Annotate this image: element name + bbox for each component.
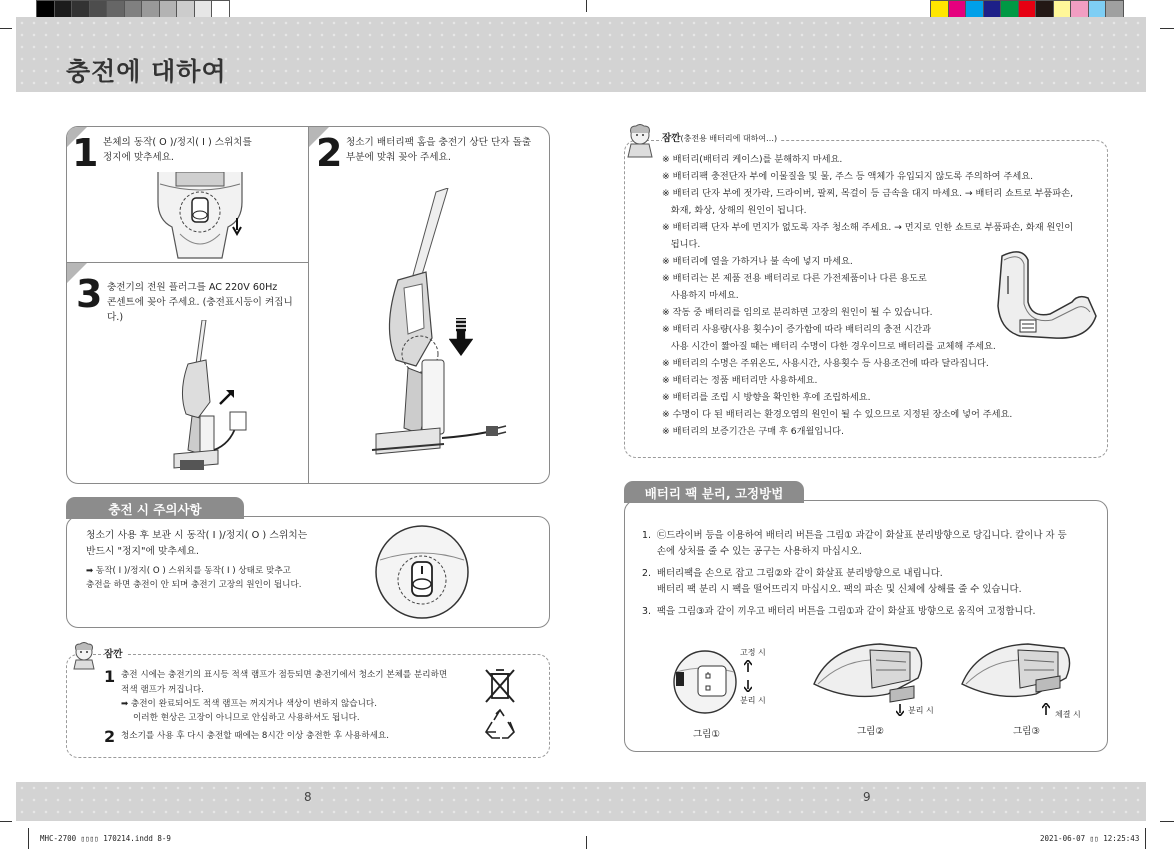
charging-caution-tab: 충전 시 주의사항	[66, 497, 244, 519]
slug-file-info: MHC-2700 ▯▯▯▯ 170214.indd 8-9	[40, 834, 171, 843]
battery-removal-figure-illustration	[810, 640, 930, 704]
battery-note-item: ※ 배터리 단자 부에 젓가락, 드라이버, 팔찌, 목걸이 등 금속을 대지 마세요. → 배터리 쇼트로 부품파손,	[662, 188, 1074, 199]
crop-mark	[586, 0, 587, 12]
battery-note-item: 사용하지 마세요.	[662, 290, 739, 301]
page-title: 충전에 대하여	[66, 57, 227, 86]
charger-plug-illustration	[166, 320, 252, 472]
switch-closeup-illustration	[374, 524, 470, 620]
step-3-number: 3	[76, 272, 103, 316]
up-arrow-icon	[744, 660, 752, 672]
step-3-text: 충전기의 전원 플러그를 AC 220V 60Hz 콘센트에 꽂아 주세요. (충전표시등이 켜집니 다.)	[107, 282, 293, 323]
note-item-2-number: 2	[104, 727, 116, 746]
battery-instruction-line: 배터리 팩 분리 시 팩을 떨어뜨리지 마십시오. 팩의 파손 및 신체에 상해를 줄 수 있습니다.	[642, 584, 1022, 595]
battery-note-item: ※ 배터리의 보증기간은 구매 후 6개월입니다.	[662, 426, 844, 437]
crop-mark	[1145, 828, 1146, 849]
battery-instruction-line: 손에 상처를 줄 수 있는 공구는 사용하지 마십시오.	[642, 546, 862, 557]
note-heading: 잠깐	[104, 648, 126, 662]
crop-mark	[586, 836, 587, 849]
steps-divider-vertical	[308, 126, 309, 484]
battery-pack-illustration	[992, 246, 1100, 342]
caution-line-3: ➡ 동작( I )/정지( O ) 스위치를 동작( I ) 상태로 맞추고	[86, 566, 291, 576]
crop-mark	[1160, 28, 1174, 29]
crop-mark	[0, 821, 12, 822]
battery-note-item: ※ 배터리는 본 제품 전용 배터리로 다른 가전제품이나 다른 용도로	[662, 273, 927, 284]
figure-2-caption: 그림②	[857, 726, 884, 737]
no-trash-bin-icon	[484, 668, 516, 704]
slug-timestamp: 2021-06-07 ▯▯ 12:25:43	[1040, 834, 1140, 843]
fig1-lock-label: 고정 시	[740, 648, 766, 657]
mascot-icon	[625, 124, 657, 158]
battery-note-item: ※ 배터리의 수명은 주위온도, 사용시간, 사용횟수 등 사용조건에 따라 달라집니다.	[662, 358, 989, 369]
footer-band	[16, 782, 1146, 821]
battery-note-item: 됩니다.	[662, 239, 701, 250]
caution-line-4: 충전을 하면 충전이 안 되며 충전기 고장의 원인이 됩니다.	[86, 580, 302, 590]
down-arrow-icon	[896, 704, 904, 716]
page-number-left: 8	[304, 790, 312, 804]
battery-note-item: ※ 배터리(배터리 케이스)를 분해하지 마세요.	[662, 154, 843, 165]
battery-note-item: ※ 배터리팩 단자 부에 먼지가 없도록 자주 청소해 주세요. → 먼지로 인한 쇼트로 부품파손, 화재 원인이	[662, 222, 1074, 233]
battery-instruction-line: 2. 배터리팩을 손으로 잡고 그림②와 같이 화살표 분리방향으로 내립니다.	[642, 568, 943, 579]
battery-note-heading	[662, 132, 781, 146]
battery-note-item: ※ 작동 중 배터리를 임의로 분리하면 고장의 원인이 될 수 있습니다.	[662, 307, 933, 318]
note-item-2-text: 청소기를 사용 후 다시 충전할 때에는 8시간 이상 충전한 후 사용하세요.	[121, 731, 389, 741]
fig3-attach-label: 체결 시	[1055, 710, 1081, 719]
battery-instruction-line: 3. 팩을 그림③과 같이 끼우고 배터리 버튼을 그림①과 같이 화살표 방향으로 움직여 고정합니다.	[642, 606, 1036, 617]
down-arrow-icon	[744, 680, 752, 692]
mascot-icon	[70, 642, 100, 670]
fig2-release-label: 분리 시	[908, 706, 934, 715]
crop-mark	[28, 828, 29, 849]
note-item-1-line-3: ➡ 충전이 완료되어도 적색 램프는 꺼지거나 색상이 변하지 않습니다.	[121, 699, 377, 709]
crop-mark	[1160, 821, 1174, 822]
fig1-release-label: 분리 시	[740, 696, 766, 705]
figure-3-caption: 그림③	[1013, 726, 1040, 737]
battery-note-item: ※ 수명이 다 된 배터리는 환경오염의 원인이 될 수 있으므로 지정된 장소에 넣어 주세요.	[662, 409, 1013, 420]
battery-attach-figure-illustration	[958, 640, 1078, 704]
battery-note-item: ※ 배터리에 열을 가하거나 불 속에 넣지 마세요.	[662, 256, 853, 267]
battery-note-heading-main: 잠깐	[662, 133, 681, 144]
step-1-number: 1	[72, 131, 99, 175]
battery-instruction-line: 1. ㉢드라이버 등을 이용하여 배터리 버튼을 그림① 과같이 화살표 분리방향으로 당깁니다. 칼이나 자 등	[642, 530, 1067, 541]
battery-note-item: ※ 배터리는 정품 배터리만 사용하세요.	[662, 375, 818, 386]
battery-note-item: ※ 배터리 사용량(사용 횟수)이 증가함에 따라 배터리의 충전 시간과	[662, 324, 931, 335]
vacuum-switch-illustration	[150, 172, 250, 260]
note-item-1-line-1: 충전 시에는 충전기의 표시등 적색 램프가 점등되면 충전기에서 청소기 본체를 분리하면	[121, 670, 448, 680]
step-2-text: 청소기 배터리팩 홈을 충전기 상단 단자 돌출 부분에 맞춰 꽂아 주세요.	[346, 137, 532, 163]
battery-note-item: ※ 배터리를 조립 시 방향을 확인한 후에 조립하세요.	[662, 392, 871, 403]
battery-button-figure-illustration	[672, 648, 738, 718]
down-arrow-icon	[232, 218, 242, 236]
crop-mark	[0, 28, 12, 29]
caution-line-2: 반드시 "정지"에 맞추세요.	[86, 546, 199, 557]
battery-note-item: 화재, 화상, 상해의 원인이 됩니다.	[662, 205, 807, 216]
note-item-1-number: 1	[104, 667, 116, 686]
steps-divider-horizontal	[66, 262, 308, 263]
recycle-icon	[482, 708, 518, 744]
vacuum-on-charger-illustration	[368, 188, 518, 460]
battery-note-item: 사용 시간이 짧아질 때는 배터리 수명이 다한 경우이므로 배터리를 교체해 주세요.	[662, 341, 996, 352]
battery-note-item: ※ 배터리팩 충전단자 부에 이물질을 및 물, 주스 등 액체가 유입되지 않도록 주의하여 주세요.	[662, 171, 1034, 182]
caution-line-1: 청소기 사용 후 보관 시 동작( I )/정지( O ) 스위치는	[86, 530, 308, 541]
figure-1-caption: 그림①	[693, 729, 720, 740]
step-1-text: 본체의 동작( O )/정지( I ) 스위치를 정지에 맞추세요.	[103, 137, 252, 163]
note-item-1-line-4: 이러한 현상은 고장이 아니므로 안심하고 사용하셔도 됩니다.	[133, 713, 360, 723]
insert-down-arrow-icon	[449, 318, 473, 356]
step-2-number: 2	[316, 131, 343, 175]
up-arrow-icon	[1042, 703, 1050, 715]
note-item-1-line-2: 적색 램프가 꺼집니다.	[121, 685, 204, 695]
page-number-right: 9	[863, 790, 871, 804]
battery-note-heading-sub: (충전용 배터리에 대하여…)	[680, 134, 778, 143]
battery-separation-tab: 배터리 팩 분리, 고정방법	[624, 481, 804, 503]
